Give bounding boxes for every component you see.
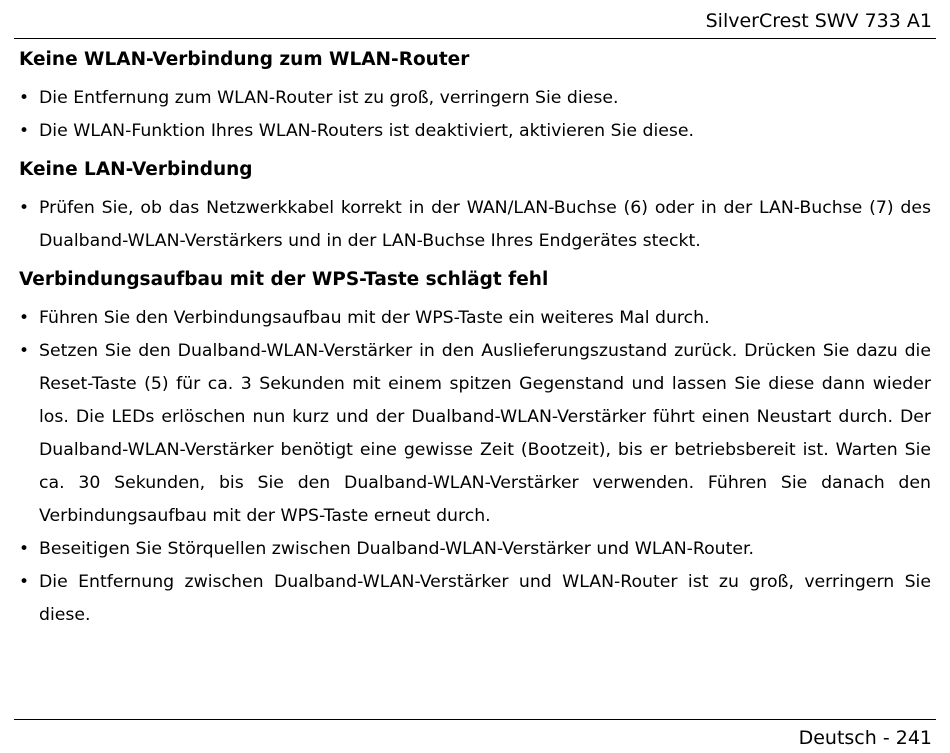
- list-item: [19, 566, 931, 632]
- list-item-text: Die Entfernung zum WLAN-Router ist zu groß, verringern Sie diese.: [39, 88, 619, 108]
- bullet-icon: •: [19, 198, 30, 218]
- bullet-icon: •: [19, 539, 30, 559]
- list-item: [19, 335, 931, 533]
- list-item: [19, 82, 931, 115]
- bullet-icon: •: [19, 341, 30, 361]
- bullet-icon: •: [19, 308, 30, 328]
- list-item-text: Prüfen Sie, ob das Netzwerkkabel korrekt in der WAN/LAN-Buchse (6) oder in der LAN-Buchse (7) des Dualband-WLAN-Verstärkers und in der LAN-Buchse Ihres Endgerätes steckt.: [39, 198, 931, 251]
- list-item-text: Setzen Sie den Dualband-WLAN-Verstärker in den Auslieferungszustand zurück. Drücken Sie dazu die Reset-Taste (5) für ca. 3 Sekunden mit einem spitzen Gegenstand und lassen Sie diese dann wieder los. Die LEDs erlöschen nun kurz und der Dualband-WLAN-Verstärker führt einen Neustart durch. Der Dualband-WLAN-Verstärker benötigt eine gewisse Zeit (Bootzeit), bis er betriebsbereit ist. Warten Sie ca. 30 Sekunden, bis Sie den Dualband-WLAN-Verstärker verwenden. Führen Sie danach den Verbindungsaufbau mit der WPS-Taste erneut durch.: [39, 341, 931, 526]
- list-item: [19, 115, 931, 148]
- list-item-text: Die WLAN-Funktion Ihres WLAN-Routers ist deaktiviert, aktivieren Sie diese.: [39, 121, 695, 141]
- bullet-list: [19, 192, 931, 258]
- page-number: Deutsch - 241: [798, 727, 932, 749]
- bullet-icon: •: [19, 88, 30, 108]
- list-item: [19, 302, 931, 335]
- running-header: SilverCrest SWV 733 A1: [705, 10, 932, 32]
- section-heading: Verbindungsaufbau mit der WPS-Taste schlägt fehl: [19, 269, 549, 290]
- bullet-icon: •: [19, 121, 30, 141]
- section-heading: Keine LAN-Verbindung: [19, 159, 253, 180]
- bullet-list: [19, 302, 931, 632]
- list-item-text: Die Entfernung zwischen Dualband-WLAN-Verstärker und WLAN-Router ist zu groß, verringern Sie diese.: [39, 572, 931, 625]
- list-item-text: Beseitigen Sie Störquellen zwischen Dualband-WLAN-Verstärker und WLAN-Router.: [39, 539, 755, 559]
- bullet-icon: •: [19, 572, 30, 592]
- footer-rule: [14, 719, 936, 720]
- section-heading: Keine WLAN-Verbindung zum WLAN-Router: [19, 49, 470, 70]
- bullet-list: [19, 82, 931, 148]
- list-item: [19, 533, 931, 566]
- header-rule: [14, 38, 936, 39]
- list-item: [19, 192, 931, 258]
- list-item-text: Führen Sie den Verbindungsaufbau mit der WPS-Taste ein weiteres Mal durch.: [39, 308, 710, 328]
- page-body: [19, 46, 931, 632]
